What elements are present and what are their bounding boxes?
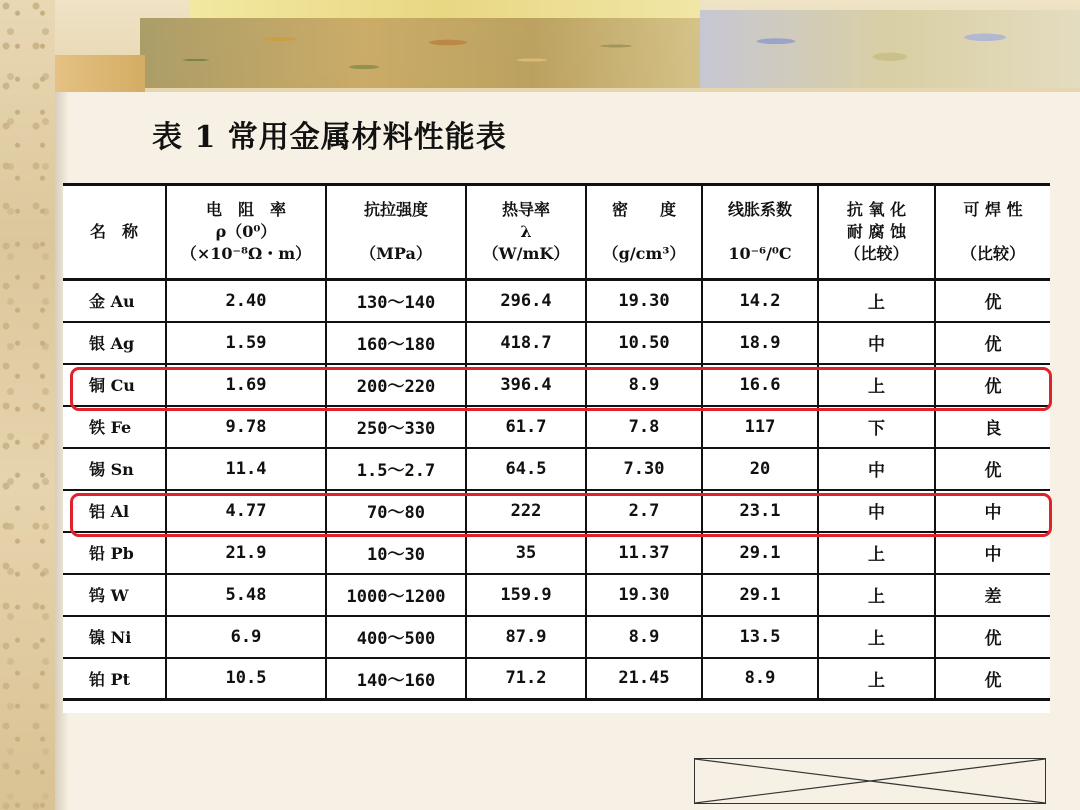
highlight-box-copper xyxy=(70,367,1052,411)
cell-resistivity: 2.40 xyxy=(166,280,326,322)
cell-tensile-strength: 160～180 xyxy=(326,322,466,364)
cell-density: 19.30 xyxy=(586,280,702,322)
cell-expansion-coefficient: 29.1 xyxy=(702,532,818,574)
cell-expansion-coefficient: 8.9 xyxy=(702,658,818,700)
cell-expansion-coefficient: 117 xyxy=(702,406,818,448)
cell-resistivity: 9.78 xyxy=(166,406,326,448)
cross-lines xyxy=(695,759,1045,803)
cell-weldability: 优 xyxy=(935,658,1050,700)
cell-density: 21.45 xyxy=(586,658,702,700)
table-row xyxy=(63,532,1050,574)
cell-thermal-conductivity: 222 xyxy=(466,490,586,532)
cell-thermal-conductivity: 71.2 xyxy=(466,658,586,700)
cell-density: 19.30 xyxy=(586,574,702,616)
cell-density: 2.7 xyxy=(586,490,702,532)
cell-expansion-coefficient: 29.1 xyxy=(702,574,818,616)
cell-oxidation-resistance: 中 xyxy=(818,448,935,490)
cell-weldability: 中 xyxy=(935,532,1050,574)
cell-thermal-conductivity: 418.7 xyxy=(466,322,586,364)
cell-name: 镍 Ni xyxy=(89,628,132,647)
table-row xyxy=(63,322,1050,364)
metal-properties-table-image xyxy=(63,183,1050,713)
cell-thermal-conductivity: 87.9 xyxy=(466,616,586,658)
cell-expansion-coefficient: 14.2 xyxy=(702,280,818,322)
header-weldability: 可 焊 性 （比较） xyxy=(935,185,1050,280)
cell-expansion-coefficient: 20 xyxy=(702,448,818,490)
cell-density: 7.8 xyxy=(586,406,702,448)
cell-tensile-strength: 1.5～2.7 xyxy=(326,448,466,490)
cell-weldability: 优 xyxy=(935,280,1050,322)
decorative-leaves-right xyxy=(700,10,1080,88)
cell-name: 金 Au xyxy=(89,292,135,312)
cell-density: 8.9 xyxy=(586,616,702,658)
cell-thermal-conductivity: 396.4 xyxy=(466,364,586,406)
decorative-leaves xyxy=(140,18,700,88)
cell-name: 铂 Pt xyxy=(89,669,130,689)
cell-resistivity: 4.77 xyxy=(166,490,326,532)
cell-expansion-coefficient: 18.9 xyxy=(702,322,818,364)
cell-oxidation-resistance: 下 xyxy=(818,406,935,448)
header-resistivity: 电 阻 率 ρ（0⁰） （×10⁻⁸Ω・m） xyxy=(166,185,326,280)
cell-tensile-strength: 70～80 xyxy=(326,490,466,532)
cell-oxidation-resistance: 中 xyxy=(818,490,935,532)
parchment-strip xyxy=(0,0,55,810)
header-thermal-conductivity: 热导率 λ （W/mK） xyxy=(466,185,586,280)
cell-density: 7.30 xyxy=(586,448,702,490)
cell-weldability: 差 xyxy=(935,574,1050,616)
header-density: 密 度 （g/cm³） xyxy=(586,185,702,280)
cell-tensile-strength: 130～140 xyxy=(326,280,466,322)
metal-properties-table xyxy=(63,183,1050,701)
cell-oxidation-resistance: 上 xyxy=(818,532,935,574)
cell-tensile-strength: 400～500 xyxy=(326,616,466,658)
table-row xyxy=(63,658,1050,700)
cell-thermal-conductivity: 64.5 xyxy=(466,448,586,490)
cell-oxidation-resistance: 上 xyxy=(818,658,935,700)
cell-tensile-strength: 250～330 xyxy=(326,406,466,448)
cell-expansion-coefficient: 23.1 xyxy=(702,490,818,532)
cell-density: 11.37 xyxy=(586,532,702,574)
cell-resistivity: 11.4 xyxy=(166,448,326,490)
cell-weldability: 优 xyxy=(935,448,1050,490)
header-oxidation-resistance: 抗 氧 化 耐 腐 蚀 （比较） xyxy=(818,185,935,280)
table-row xyxy=(63,406,1050,448)
cell-resistivity: 1.69 xyxy=(166,364,326,406)
cell-tensile-strength: 140～160 xyxy=(326,658,466,700)
table-row xyxy=(63,280,1050,322)
cell-weldability: 中 xyxy=(935,490,1050,532)
cell-oxidation-resistance: 上 xyxy=(818,364,935,406)
header-name: 名 称 xyxy=(89,222,138,241)
cell-weldability: 优 xyxy=(935,364,1050,406)
cell-name: 铁 Fe xyxy=(89,418,132,437)
page-title: 表 1 常用金属材料性能表 xyxy=(152,120,507,155)
table-header-row xyxy=(63,185,1050,280)
cell-oxidation-resistance: 上 xyxy=(818,574,935,616)
cell-expansion-coefficient: 13.5 xyxy=(702,616,818,658)
highlight-box-aluminum xyxy=(70,493,1052,537)
cell-resistivity: 6.9 xyxy=(166,616,326,658)
cell-name: 锡 Sn xyxy=(89,460,134,479)
cell-weldability: 良 xyxy=(935,406,1050,448)
cell-thermal-conductivity: 296.4 xyxy=(466,280,586,322)
cell-name: 铜 Cu xyxy=(89,376,135,395)
cell-density: 8.9 xyxy=(586,364,702,406)
cell-thermal-conductivity: 159.9 xyxy=(466,574,586,616)
cell-weldability: 优 xyxy=(935,616,1050,658)
cell-weldability: 优 xyxy=(935,322,1050,364)
cell-name: 铅 Pb xyxy=(89,544,134,563)
cell-expansion-coefficient: 16.6 xyxy=(702,364,818,406)
cell-thermal-conductivity: 61.7 xyxy=(466,406,586,448)
cell-oxidation-resistance: 上 xyxy=(818,280,935,322)
table-row xyxy=(63,616,1050,658)
cell-tensile-strength: 10～30 xyxy=(326,532,466,574)
table-row xyxy=(63,448,1050,490)
cell-thermal-conductivity: 35 xyxy=(466,532,586,574)
cell-resistivity: 21.9 xyxy=(166,532,326,574)
cell-name: 银 Ag xyxy=(89,334,135,353)
cell-tensile-strength: 200～220 xyxy=(326,364,466,406)
header-tensile-strength: 抗拉强度 （MPa） xyxy=(326,185,466,280)
table-row xyxy=(63,574,1050,616)
cell-tensile-strength: 1000～1200 xyxy=(326,574,466,616)
cell-name: 钨 W xyxy=(89,586,129,605)
cell-resistivity: 10.5 xyxy=(166,658,326,700)
cell-resistivity: 1.59 xyxy=(166,322,326,364)
header-expansion-coefficient: 线胀系数 10⁻⁶/⁰C xyxy=(702,185,818,280)
cell-resistivity: 5.48 xyxy=(166,574,326,616)
placeholder-crossed-box xyxy=(694,758,1046,804)
cell-oxidation-resistance: 中 xyxy=(818,322,935,364)
cell-oxidation-resistance: 上 xyxy=(818,616,935,658)
cell-density: 10.50 xyxy=(586,322,702,364)
cell-name: 铝 Al xyxy=(89,502,130,521)
